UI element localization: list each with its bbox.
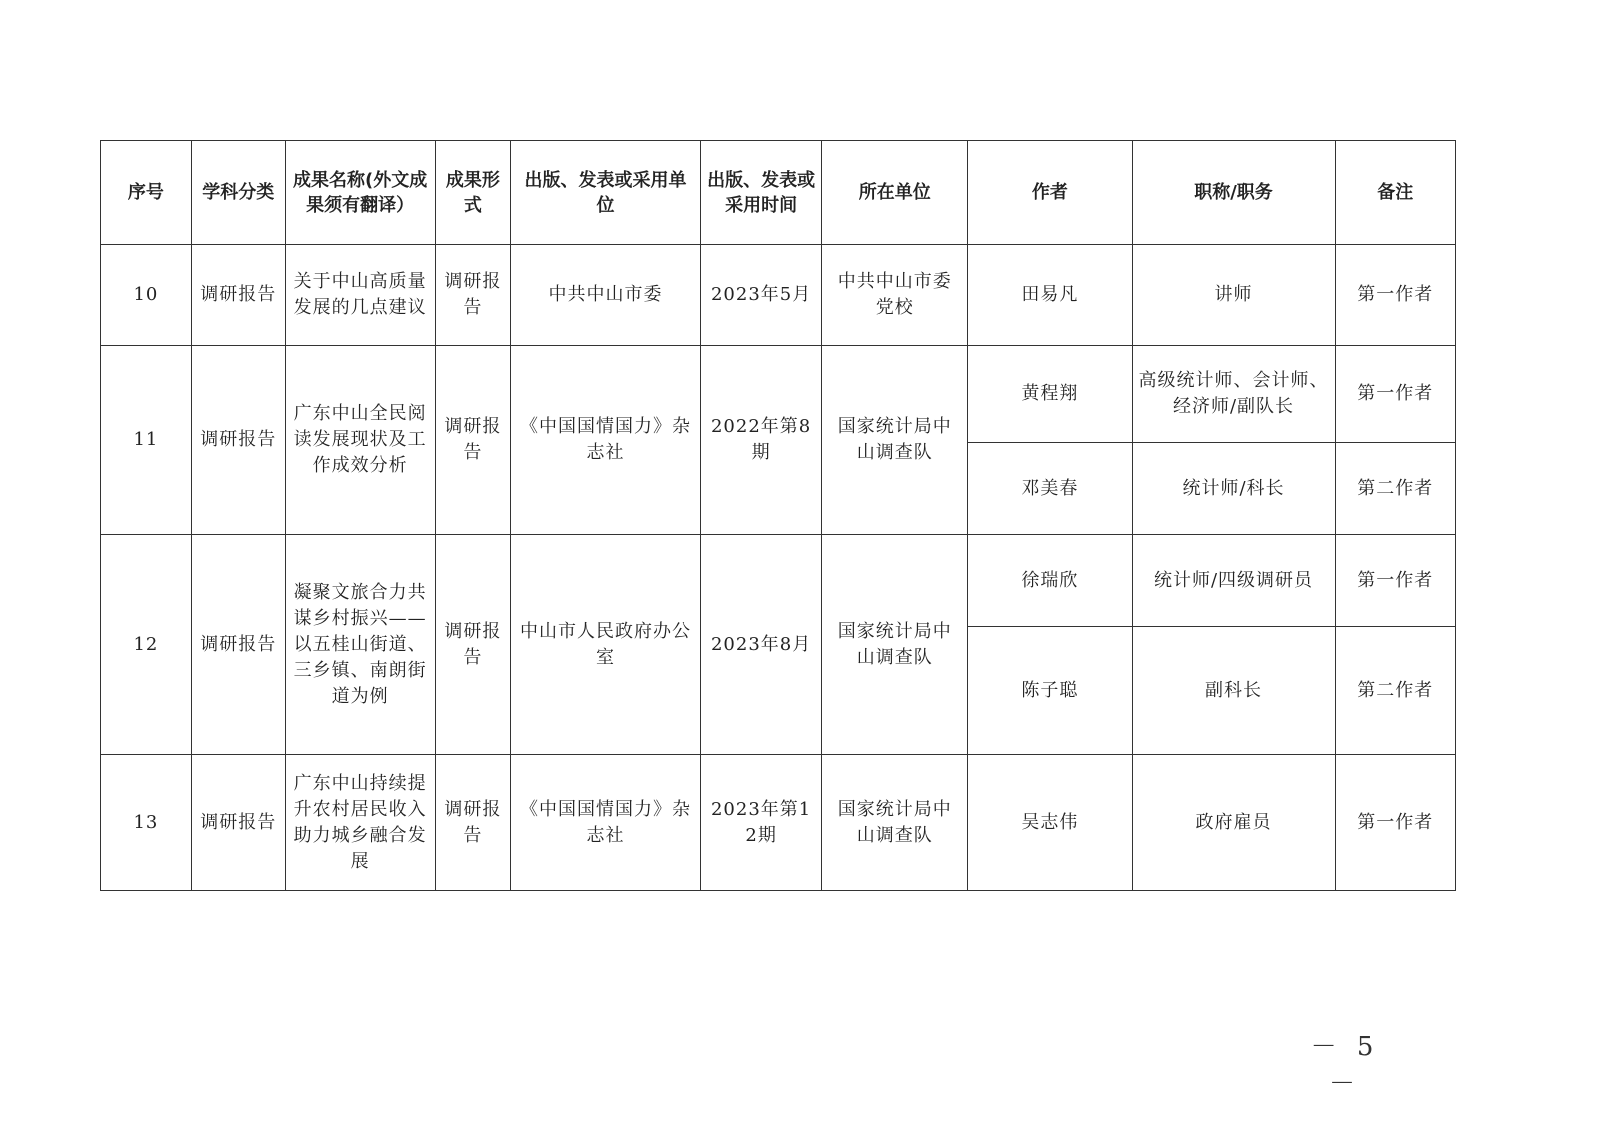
cell-author: 邓美春 bbox=[968, 443, 1132, 535]
table-header-row bbox=[101, 141, 1456, 245]
cell-time: 2022年第8期 bbox=[700, 346, 821, 535]
cell-title: 广东中山全民阅读发展现状及工作成效分析 bbox=[285, 346, 435, 535]
cell-position: 政府雇员 bbox=[1132, 755, 1335, 891]
cell-author: 田易凡 bbox=[968, 245, 1132, 346]
cell-position: 高级统计师、会计师、经济师/副队长 bbox=[1132, 346, 1335, 443]
table-row bbox=[101, 755, 1456, 891]
page-number: － 5 － bbox=[1310, 1032, 1380, 1099]
cell-author: 吴志伟 bbox=[968, 755, 1132, 891]
cell-remark: 第一作者 bbox=[1335, 245, 1455, 346]
cell-form: 调研报告 bbox=[435, 535, 511, 755]
cell-unit: 国家统计局中山调查队 bbox=[822, 346, 968, 535]
cell-unit: 国家统计局中山调查队 bbox=[822, 535, 968, 755]
cell-position: 统计师/科长 bbox=[1132, 443, 1335, 535]
cell-position: 讲师 bbox=[1132, 245, 1335, 346]
cell-time: 2023年5月 bbox=[700, 245, 821, 346]
cell-subject: 调研报告 bbox=[191, 535, 285, 755]
cell-no: 10 bbox=[101, 245, 192, 346]
cell-publisher: 《中国国情国力》杂志社 bbox=[511, 755, 701, 891]
cell-publisher: 《中国国情国力》杂志社 bbox=[511, 346, 701, 535]
cell-author: 陈子聪 bbox=[968, 627, 1132, 755]
cell-form: 调研报告 bbox=[435, 346, 511, 535]
cell-remark: 第二作者 bbox=[1335, 443, 1455, 535]
cell-unit: 国家统计局中山调查队 bbox=[822, 755, 968, 891]
header-form: 成果形式 bbox=[435, 141, 511, 245]
cell-subject: 调研报告 bbox=[191, 245, 285, 346]
table-row bbox=[101, 346, 1456, 443]
header-author: 作者 bbox=[968, 141, 1132, 245]
cell-position: 副科长 bbox=[1132, 627, 1335, 755]
cell-remark: 第一作者 bbox=[1335, 346, 1455, 443]
cell-time: 2023年8月 bbox=[700, 535, 821, 755]
cell-title: 凝聚文旅合力共谋乡村振兴——以五桂山街道、三乡镇、南朗街道为例 bbox=[285, 535, 435, 755]
results-table bbox=[100, 140, 1456, 891]
cell-unit: 中共中山市委党校 bbox=[822, 245, 968, 346]
cell-remark: 第一作者 bbox=[1335, 535, 1455, 627]
table-row bbox=[101, 245, 1456, 346]
header-no: 序号 bbox=[101, 141, 192, 245]
cell-no: 13 bbox=[101, 755, 192, 891]
cell-remark: 第二作者 bbox=[1335, 627, 1455, 755]
cell-remark: 第一作者 bbox=[1335, 755, 1455, 891]
cell-position: 统计师/四级调研员 bbox=[1132, 535, 1335, 627]
header-time: 出版、发表或采用时间 bbox=[700, 141, 821, 245]
cell-form: 调研报告 bbox=[435, 755, 511, 891]
cell-author: 黄程翔 bbox=[968, 346, 1132, 443]
header-unit: 所在单位 bbox=[822, 141, 968, 245]
cell-time: 2023年第12期 bbox=[700, 755, 821, 891]
header-subject: 学科分类 bbox=[191, 141, 285, 245]
results-table-container bbox=[100, 140, 1456, 891]
header-publisher: 出版、发表或采用单位 bbox=[511, 141, 701, 245]
cell-subject: 调研报告 bbox=[191, 346, 285, 535]
header-position: 职称/职务 bbox=[1132, 141, 1335, 245]
cell-author: 徐瑞欣 bbox=[968, 535, 1132, 627]
header-remark: 备注 bbox=[1335, 141, 1455, 245]
cell-no: 11 bbox=[101, 346, 192, 535]
cell-form: 调研报告 bbox=[435, 245, 511, 346]
cell-publisher: 中共中山市委 bbox=[511, 245, 701, 346]
table-row bbox=[101, 535, 1456, 627]
cell-subject: 调研报告 bbox=[191, 755, 285, 891]
cell-title: 关于中山高质量发展的几点建议 bbox=[285, 245, 435, 346]
cell-publisher: 中山市人民政府办公室 bbox=[511, 535, 701, 755]
cell-title: 广东中山持续提升农村居民收入助力城乡融合发展 bbox=[285, 755, 435, 891]
cell-no: 12 bbox=[101, 535, 192, 755]
header-title: 成果名称(外文成果须有翻译） bbox=[285, 141, 435, 245]
